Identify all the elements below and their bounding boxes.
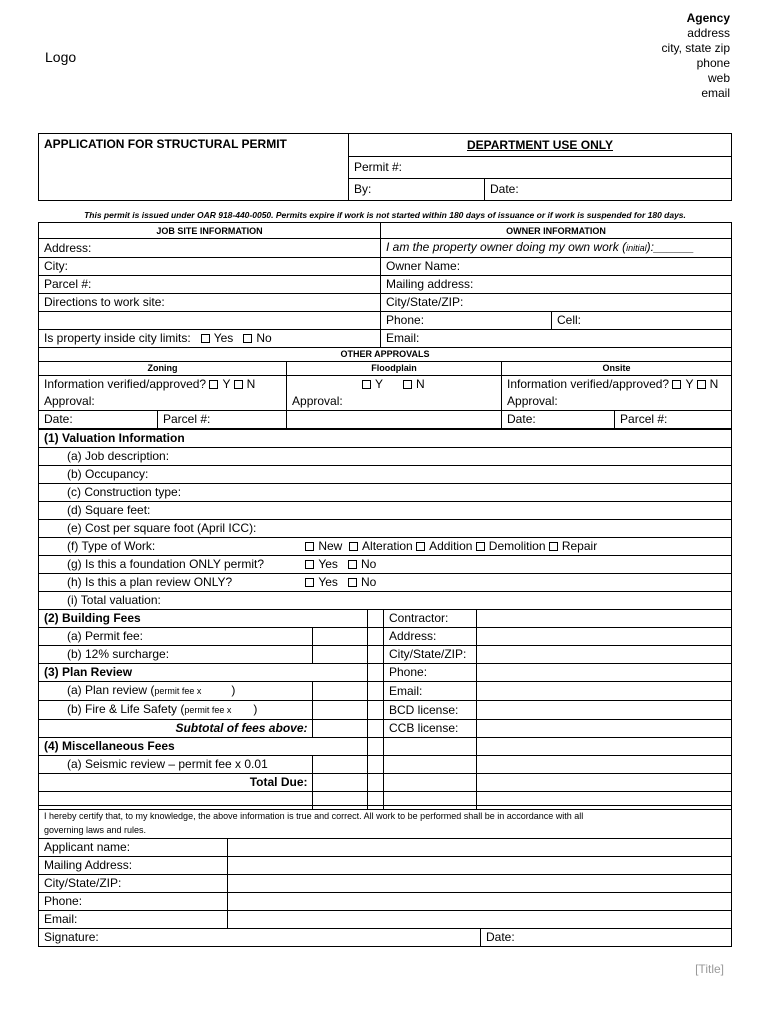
subtotal-field[interactable] — [312, 720, 368, 738]
by-field[interactable]: By: — [349, 179, 485, 201]
subtotal-label: Subtotal of fees above: — [39, 720, 313, 738]
plan-review-heading: (3) Plan Review — [39, 664, 313, 682]
spacer — [368, 738, 384, 756]
job-parcel-field[interactable]: Parcel #: — [39, 276, 381, 294]
onsite-heading: Onsite — [502, 362, 732, 376]
owner-mailing-field[interactable]: Mailing address: — [381, 276, 732, 294]
blank — [477, 774, 732, 792]
agency-email: email — [701, 86, 730, 100]
zoning-date-field[interactable]: Date: — [39, 411, 158, 429]
contractor-email-label: Email: — [384, 682, 477, 701]
zoning-y-checkbox[interactable] — [209, 380, 218, 389]
plan-review-fee-field[interactable] — [312, 682, 368, 701]
work-demolition-checkbox[interactable] — [476, 542, 485, 551]
contractor-csz-label: City/State/ZIP: — [384, 646, 477, 664]
total-due-field[interactable] — [312, 774, 368, 792]
total-valuation-field[interactable]: (i) Total valuation: — [39, 592, 732, 610]
contractor-email-field[interactable] — [477, 682, 732, 701]
blank — [384, 738, 477, 756]
permit-fee-field[interactable] — [312, 628, 368, 646]
applicant-mailing-label: Mailing Address: — [39, 857, 228, 875]
onsite-y-checkbox[interactable] — [672, 380, 681, 389]
applicant-mailing-field[interactable] — [228, 857, 732, 875]
work-alteration-checkbox[interactable] — [349, 542, 358, 551]
contractor-label: Contractor: — [384, 610, 477, 628]
valuation-heading: (1) Valuation Information — [39, 430, 732, 448]
fee-blank — [312, 738, 368, 756]
contractor-phone-field[interactable] — [477, 664, 732, 682]
floodplain-n-checkbox[interactable] — [403, 380, 412, 389]
work-addition-checkbox[interactable] — [416, 542, 425, 551]
applicant-csz-field[interactable] — [228, 875, 732, 893]
agency-phone: phone — [696, 56, 730, 70]
applicant-email-label: Email: — [39, 911, 228, 929]
zoning-verified: Information verified/approved? Y N — [39, 376, 287, 394]
fire-life-fee-label: (b) Fire & Life Safety (permit fee x ) — [39, 701, 313, 720]
ccb-license-label: CCB license: — [384, 720, 477, 738]
seismic-label: (a) Seismic review – permit fee x 0.01 — [39, 756, 313, 774]
spacer — [368, 774, 384, 792]
application-title: APPLICATION FOR STRUCTURAL PERMIT — [39, 134, 349, 201]
floodplain-blank[interactable] — [287, 411, 502, 429]
occupancy-field[interactable]: (b) Occupancy: — [39, 466, 732, 484]
type-of-work: (f) Type of Work: New Alteration Addition Demolition Repair — [39, 538, 732, 556]
fire-life-fee-field[interactable] — [312, 701, 368, 720]
agency-web: web — [707, 71, 730, 85]
plan-review-only: (h) Is this a plan review ONLY? Yes No — [39, 574, 732, 592]
building-fees-heading: (2) Building Fees — [39, 610, 313, 628]
fee-blank — [312, 610, 368, 628]
contractor-field[interactable] — [477, 610, 732, 628]
fees-contractor-section — [38, 609, 732, 810]
owner-csz-field[interactable]: City/State/ZIP: — [381, 294, 732, 312]
zoning-n-checkbox[interactable] — [234, 380, 243, 389]
job-site-heading: JOB SITE INFORMATION — [39, 223, 381, 239]
job-owner-section — [38, 222, 732, 348]
permit-fee-label: (a) Permit fee: — [39, 628, 313, 646]
floodplain-heading: Floodplain — [287, 362, 502, 376]
misc-fees-heading: (4) Miscellaneous Fees — [39, 738, 313, 756]
foundation-only: (g) Is this a foundation ONLY permit? Yes No — [39, 556, 732, 574]
onsite-n-checkbox[interactable] — [697, 380, 706, 389]
agency-name: Agency — [686, 11, 730, 25]
spacer — [368, 756, 384, 774]
department-use-only: DEPARTMENT USE ONLY — [349, 134, 732, 157]
spacer — [368, 646, 384, 664]
directions-field[interactable]: Directions to work site: — [39, 294, 381, 312]
directions-continued[interactable] — [39, 312, 381, 330]
floodplain-approval-field[interactable]: Approval: — [287, 393, 502, 411]
job-address-field[interactable]: Address: — [39, 239, 381, 258]
zoning-heading: Zoning — [39, 362, 287, 376]
onsite-parcel-field[interactable]: Parcel #: — [615, 411, 732, 429]
applicant-name-field[interactable] — [228, 839, 732, 857]
applicant-phone-label: Phone: — [39, 893, 228, 911]
foundation-no-checkbox[interactable] — [348, 560, 357, 569]
footer-title: [Title] — [695, 962, 724, 976]
work-new-checkbox[interactable] — [305, 542, 314, 551]
agency-contact — [662, 11, 730, 101]
surcharge-label: (b) 12% surcharge: — [39, 646, 313, 664]
onsite-verified: Information verified/approved? Y N — [502, 376, 732, 394]
onsite-date-field[interactable]: Date: — [502, 411, 615, 429]
owner-statement[interactable]: I am the property owner doing my own work (initial):______ — [381, 239, 732, 258]
plan-review-yes-checkbox[interactable] — [305, 578, 314, 587]
applicant-email-field[interactable] — [228, 911, 732, 929]
construction-type-field[interactable]: (c) Construction type: — [39, 484, 732, 502]
job-description-field[interactable]: (a) Job description: — [39, 448, 732, 466]
certification-section — [38, 805, 732, 947]
agency-city: city, state zip — [661, 41, 730, 55]
inside-city-yes-checkbox[interactable] — [201, 334, 210, 343]
job-city-field[interactable]: City: — [39, 258, 381, 276]
spacer — [368, 628, 384, 646]
spacer — [368, 701, 384, 720]
blank — [384, 756, 477, 774]
owner-heading: OWNER INFORMATION — [381, 223, 732, 239]
owner-name-field[interactable]: Owner Name: — [381, 258, 732, 276]
certification-text: I hereby certify that, to my knowledge, the above information is true and correct. All work to be performed shall be in accordance with all governing laws and rules. — [39, 806, 732, 839]
total-due-label: Total Due: — [39, 774, 313, 792]
agency-address: address — [687, 26, 730, 40]
inside-city-limits: Is property inside city limits: Yes No — [39, 330, 381, 348]
floodplain-verified: Y N — [287, 376, 502, 394]
blank — [384, 774, 477, 792]
ccb-license-field[interactable] — [477, 720, 732, 738]
zoning-parcel-field[interactable]: Parcel #: — [158, 411, 287, 429]
blank — [477, 756, 732, 774]
signature-field[interactable]: Signature: — [39, 929, 481, 947]
spacer — [368, 682, 384, 701]
valuation-section — [38, 429, 732, 610]
square-feet-field[interactable]: (d) Square feet: — [39, 502, 732, 520]
permit-notice: This permit is issued under OAR 918-440-0050. Permits expire if work is not started within 180 days of issuance or if work is suspended for 180 days. — [84, 210, 686, 220]
foundation-yes-checkbox[interactable] — [305, 560, 314, 569]
owner-cell-field[interactable]: Cell: — [552, 312, 732, 330]
zoning-approval-field[interactable]: Approval: — [39, 393, 287, 411]
top-section — [38, 133, 732, 201]
cost-per-sqft-field[interactable]: (e) Cost per square foot (April ICC): — [39, 520, 732, 538]
logo: Logo — [45, 49, 77, 65]
inside-city-no-checkbox[interactable] — [243, 334, 252, 343]
applicant-csz-label: City/State/ZIP: — [39, 875, 228, 893]
applicant-name-label: Applicant name: — [39, 839, 228, 857]
signature-date-field[interactable]: Date: — [481, 929, 732, 947]
contractor-phone-label: Phone: — [384, 664, 477, 682]
bcd-license-field[interactable] — [477, 701, 732, 720]
onsite-approval-field[interactable]: Approval: — [502, 393, 732, 411]
plan-review-fee-label: (a) Plan review (permit fee x ) — [39, 682, 313, 701]
owner-email-field[interactable]: Email: — [381, 330, 732, 348]
permit-number-field[interactable]: Permit #: — [349, 157, 732, 179]
contractor-address-field[interactable] — [477, 628, 732, 646]
spacer — [368, 664, 384, 682]
spacer — [368, 720, 384, 738]
floodplain-y-checkbox[interactable] — [362, 380, 371, 389]
seismic-field[interactable] — [312, 756, 368, 774]
blank — [477, 738, 732, 756]
contractor-csz-field[interactable] — [477, 646, 732, 664]
applicant-phone-field[interactable] — [228, 893, 732, 911]
bcd-license-label: BCD license: — [384, 701, 477, 720]
other-approvals-section — [38, 347, 732, 429]
work-repair-checkbox[interactable] — [549, 542, 558, 551]
spacer — [368, 610, 384, 628]
owner-phone-field[interactable]: Phone: — [381, 312, 552, 330]
other-approvals-heading: OTHER APPROVALS — [39, 348, 732, 362]
dept-date-field[interactable]: Date: — [485, 179, 732, 201]
plan-review-no-checkbox[interactable] — [348, 578, 357, 587]
fee-blank — [312, 664, 368, 682]
contractor-address-label: Address: — [384, 628, 477, 646]
surcharge-field[interactable] — [312, 646, 368, 664]
